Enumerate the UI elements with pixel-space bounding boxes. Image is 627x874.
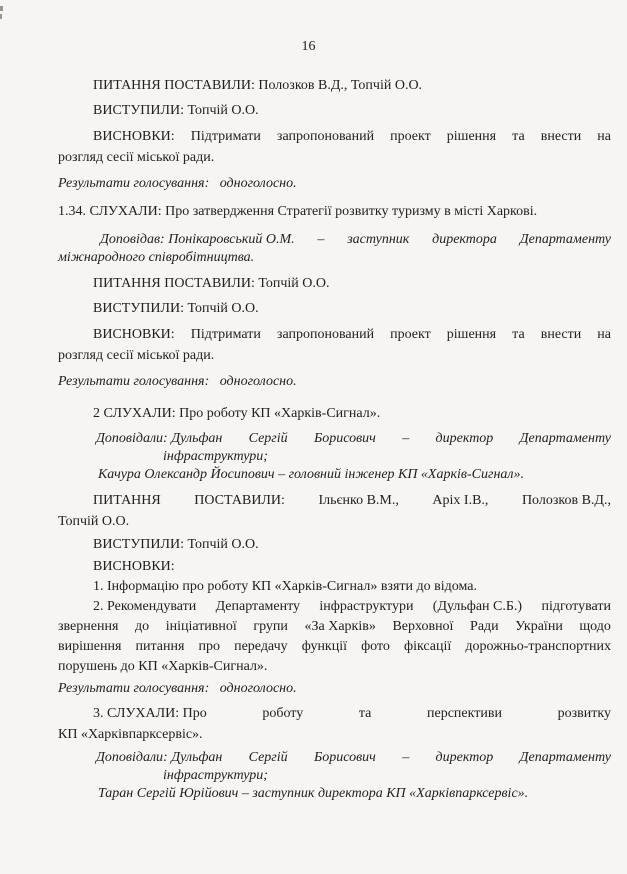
text-segment: проект — [390, 326, 431, 342]
text-segment: заступник — [347, 231, 410, 247]
text-segment: ПОСТАВИЛИ: — [194, 492, 285, 508]
text-line — [58, 617, 611, 637]
text-segment: Доповідали: Дульфан — [96, 749, 223, 765]
text-line — [58, 126, 611, 148]
text-segment: та — [512, 326, 525, 342]
text-line: міжнародного співробітництва. — [58, 249, 255, 265]
text-segment: Доповідали: Дульфан — [96, 430, 223, 446]
text-line: Топчій О.О. — [58, 514, 130, 529]
reporter-paragraph — [58, 749, 611, 803]
text-line: порушень до КП «Харків-Сигнал». — [58, 659, 268, 674]
text-segment: Доповідав: Понікаровський О.М. — [100, 231, 295, 247]
text-segment: роботу — [262, 705, 304, 721]
text-line: інфраструктури; — [163, 767, 268, 783]
questions-paragraph — [58, 490, 611, 533]
text-segment: запропонований — [276, 128, 375, 144]
text-segment: фото — [361, 639, 390, 654]
text-segment: директора — [432, 231, 497, 247]
text-line — [58, 231, 611, 249]
text-segment: 2. Рекомендувати — [93, 599, 197, 614]
text-segment: Департаменту — [519, 231, 611, 247]
agenda-item-1-34 — [58, 201, 611, 223]
text-line: ВИСТУПИЛИ: Топчій О.О. — [93, 103, 259, 118]
text-segment: Ради — [470, 619, 499, 634]
text-segment: фіксації — [404, 639, 452, 654]
agenda-item-2 — [58, 403, 611, 425]
text-line: ВИСТУПИЛИ: Топчій О.О. — [93, 536, 259, 552]
text-segment: щодо — [579, 619, 611, 634]
document-body — [58, 75, 611, 803]
vote-result — [58, 173, 611, 195]
text-segment: Борисович — [313, 430, 376, 446]
text-segment: запропонований — [276, 326, 375, 342]
text-line — [58, 703, 611, 725]
text-segment: до — [134, 619, 150, 634]
text-line — [58, 430, 611, 448]
text-line: 1.34. СЛУХАЛИ: Про затвердження Стратегії розвитку туризму в місті Харкові. — [58, 204, 538, 219]
text-segment: внести — [540, 128, 582, 144]
text-segment: Верховної — [392, 619, 454, 634]
text-segment: інфраструктури — [319, 599, 414, 614]
text-line: Качура Олександр Йосипович – головний інженер КП «Харків-Сигнал». — [98, 466, 525, 482]
text-line: ВИСТУПИЛИ: Топчій О.О. — [93, 301, 259, 316]
text-segment: питання — [135, 639, 185, 654]
vote-result — [58, 371, 611, 393]
text-line: КП «Харківпарксервіс». — [58, 727, 203, 742]
text-line: ПИТАННЯ ПОСТАВИЛИ: Полозков В.Д., Топчій О.О. — [93, 77, 423, 93]
text-segment: – — [402, 749, 410, 765]
agenda-item-3 — [58, 703, 611, 746]
text-segment: дорожньо-транспортних — [465, 639, 611, 654]
questions-paragraph — [58, 75, 611, 97]
text-line: Таран Сергій Юрійович – заступник директора КП «Харківпарксервіс». — [98, 785, 529, 801]
text-segment: про — [198, 639, 220, 654]
text-segment: Аріх І.В., — [432, 492, 489, 508]
text-segment: Полозков В.Д., — [521, 492, 611, 508]
text-line: ПИТАННЯ ПОСТАВИЛИ: Топчій О.О. — [93, 275, 330, 291]
text-segment: рішення — [446, 128, 497, 144]
text-segment: Борисович — [313, 749, 376, 765]
text-segment: Департаменту — [519, 430, 611, 446]
text-segment: проект — [390, 128, 431, 144]
text-segment: – — [317, 231, 325, 247]
conclusions-paragraph — [58, 557, 611, 677]
text-segment: внести — [540, 326, 582, 342]
text-line — [58, 597, 611, 617]
text-segment: Підтримати — [190, 326, 261, 342]
text-segment: рішення — [446, 326, 497, 342]
text-segment: групи — [253, 619, 288, 634]
scan-artifact — [0, 14, 2, 19]
text-line: Результати голосування: одноголосно. — [58, 681, 297, 696]
text-segment: на — [597, 326, 611, 342]
text-segment: підготувати — [541, 599, 611, 614]
text-segment: та — [358, 705, 372, 721]
reporter-paragraph — [58, 430, 611, 484]
text-segment: Сергій — [248, 430, 288, 446]
text-segment: «За Харків» — [304, 619, 376, 634]
scan-artifact — [0, 6, 3, 11]
text-segment: розвитку — [557, 705, 611, 721]
conclusions-paragraph — [58, 126, 611, 169]
speakers-paragraph — [58, 534, 611, 556]
text-segment: на — [597, 128, 611, 144]
text-segment: та — [512, 128, 525, 144]
text-segment: Департаменту — [519, 749, 611, 765]
text-segment: перспективи — [427, 705, 502, 721]
text-line: Результати голосування: одноголосно. — [58, 373, 297, 389]
text-segment: 3. СЛУХАЛИ: Про — [93, 705, 207, 721]
text-segment: Департаменту — [215, 599, 301, 614]
text-line — [58, 324, 611, 346]
text-line — [58, 490, 611, 512]
text-line: ВИСНОВКИ: — [93, 559, 175, 574]
text-segment: Ільєнко В.М., — [318, 492, 399, 508]
text-line — [58, 749, 611, 767]
text-segment: (Дульфан С.Б.) — [432, 599, 523, 614]
text-line: 1. Інформацію про роботу КП «Харків-Сигнал» взяти до відома. — [93, 579, 477, 594]
speakers-paragraph — [58, 100, 611, 122]
text-line: розгляд сесії міської ради. — [58, 348, 215, 363]
page-number: 16 — [301, 39, 316, 54]
conclusions-paragraph — [58, 324, 611, 367]
text-segment: України — [515, 619, 563, 634]
text-segment: вирішення — [58, 639, 122, 654]
text-line: розгляд сесії міської ради. — [58, 150, 215, 165]
text-segment: ПИТАННЯ — [93, 492, 161, 508]
text-segment: Сергій — [248, 749, 288, 765]
text-line: Результати голосування: одноголосно. — [58, 175, 297, 191]
vote-result — [58, 678, 611, 700]
text-line: 2 СЛУХАЛИ: Про роботу КП «Харків-Сигнал». — [93, 406, 381, 421]
questions-paragraph — [58, 273, 611, 295]
text-segment: звернення — [58, 619, 119, 634]
text-segment: ініціативної — [165, 619, 237, 634]
text-line: інфраструктури; — [163, 448, 268, 464]
text-segment: ВИСНОВКИ: — [93, 326, 175, 342]
reporter-paragraph — [58, 231, 611, 267]
text-line — [58, 637, 611, 657]
text-segment: директор — [435, 430, 494, 446]
text-segment: директор — [435, 749, 494, 765]
text-segment: Підтримати — [190, 128, 261, 144]
text-segment: – — [402, 430, 410, 446]
text-segment: ВИСНОВКИ: — [93, 128, 175, 144]
text-segment: функції — [301, 639, 348, 654]
speakers-paragraph — [58, 298, 611, 320]
text-segment: передачу — [234, 639, 288, 654]
